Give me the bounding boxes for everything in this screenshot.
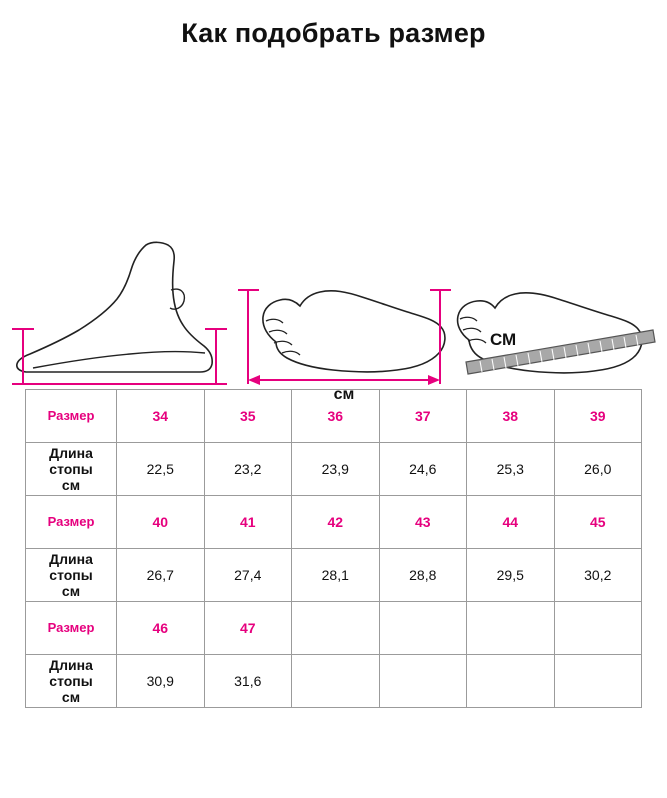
length-cell: 26,7: [117, 549, 205, 602]
illustrations: [0, 59, 667, 403]
row-header-length-line1: Длина стопы: [49, 444, 93, 477]
size-cell: 43: [379, 496, 467, 549]
row-header-length-line2: см: [61, 689, 81, 706]
size-cell: 39: [554, 390, 642, 443]
size-cell: 36: [292, 390, 380, 443]
size-cell: 38: [467, 390, 555, 443]
table-row-length-2: [26, 549, 642, 602]
size-cell: 34: [117, 390, 205, 443]
row-header-size: Размер: [26, 496, 117, 549]
length-cell: 29,5: [467, 549, 555, 602]
empty-cell: [467, 602, 555, 655]
size-chart-table: [25, 389, 642, 708]
empty-cell: [554, 655, 642, 708]
empty-cell: [554, 602, 642, 655]
length-cell: 22,5: [117, 443, 205, 496]
table-row-length-1: [26, 443, 642, 496]
table-row-size-2: [26, 496, 642, 549]
foot-top-view-figure: [238, 290, 451, 403]
row-header-length: [26, 655, 117, 708]
page-title: Как подобрать размер: [181, 18, 486, 48]
bottom-spacer: [0, 708, 667, 726]
length-measure-left: [238, 290, 259, 384]
length-cell: 30,2: [554, 549, 642, 602]
length-cell: 25,3: [467, 443, 555, 496]
size-cell: 44: [467, 496, 555, 549]
length-arrow: [248, 375, 440, 385]
row-header-length-line2: см: [61, 477, 81, 494]
row-header-length: [26, 443, 117, 496]
length-cell: 28,8: [379, 549, 467, 602]
row-header-length-line1: Длина стопы: [49, 656, 93, 689]
empty-cell: [379, 655, 467, 708]
length-cell: 26,0: [554, 443, 642, 496]
table-row-length-3: [26, 655, 642, 708]
size-cell: 41: [204, 496, 292, 549]
foot-tape-figure: [458, 293, 655, 374]
empty-cell: [379, 602, 467, 655]
size-cell: 42: [292, 496, 380, 549]
size-cell: 35: [204, 390, 292, 443]
row-header-size: Размер: [26, 602, 117, 655]
row-header-length-line1: Длина стопы: [49, 550, 93, 583]
row-header-length-line2: см: [61, 583, 81, 600]
length-cell: 31,6: [204, 655, 292, 708]
size-cell: 45: [554, 496, 642, 549]
length-cell: 27,4: [204, 549, 292, 602]
size-cell: 46: [117, 602, 205, 655]
foot-side-view-figure: [12, 242, 227, 384]
size-cell: 47: [204, 602, 292, 655]
row-header-size: Размер: [26, 390, 117, 443]
foot-side-outline: [17, 242, 212, 372]
tape-unit-label: СМ: [490, 330, 517, 349]
length-cell: 24,6: [379, 443, 467, 496]
measurement-diagrams: [0, 59, 667, 403]
length-cell: 30,9: [117, 655, 205, 708]
size-cell: 40: [117, 496, 205, 549]
length-cell: 28,1: [292, 549, 380, 602]
length-cell: 23,2: [204, 443, 292, 496]
foot-length-unit-label: см: [333, 386, 355, 403]
size-cell: 37: [379, 390, 467, 443]
empty-cell: [292, 602, 380, 655]
empty-cell: [292, 655, 380, 708]
row-header-length: [26, 549, 117, 602]
table-row-size-3: [26, 602, 642, 655]
foot-top-outline: [263, 291, 445, 372]
empty-cell: [467, 655, 555, 708]
length-cell: 23,9: [292, 443, 380, 496]
